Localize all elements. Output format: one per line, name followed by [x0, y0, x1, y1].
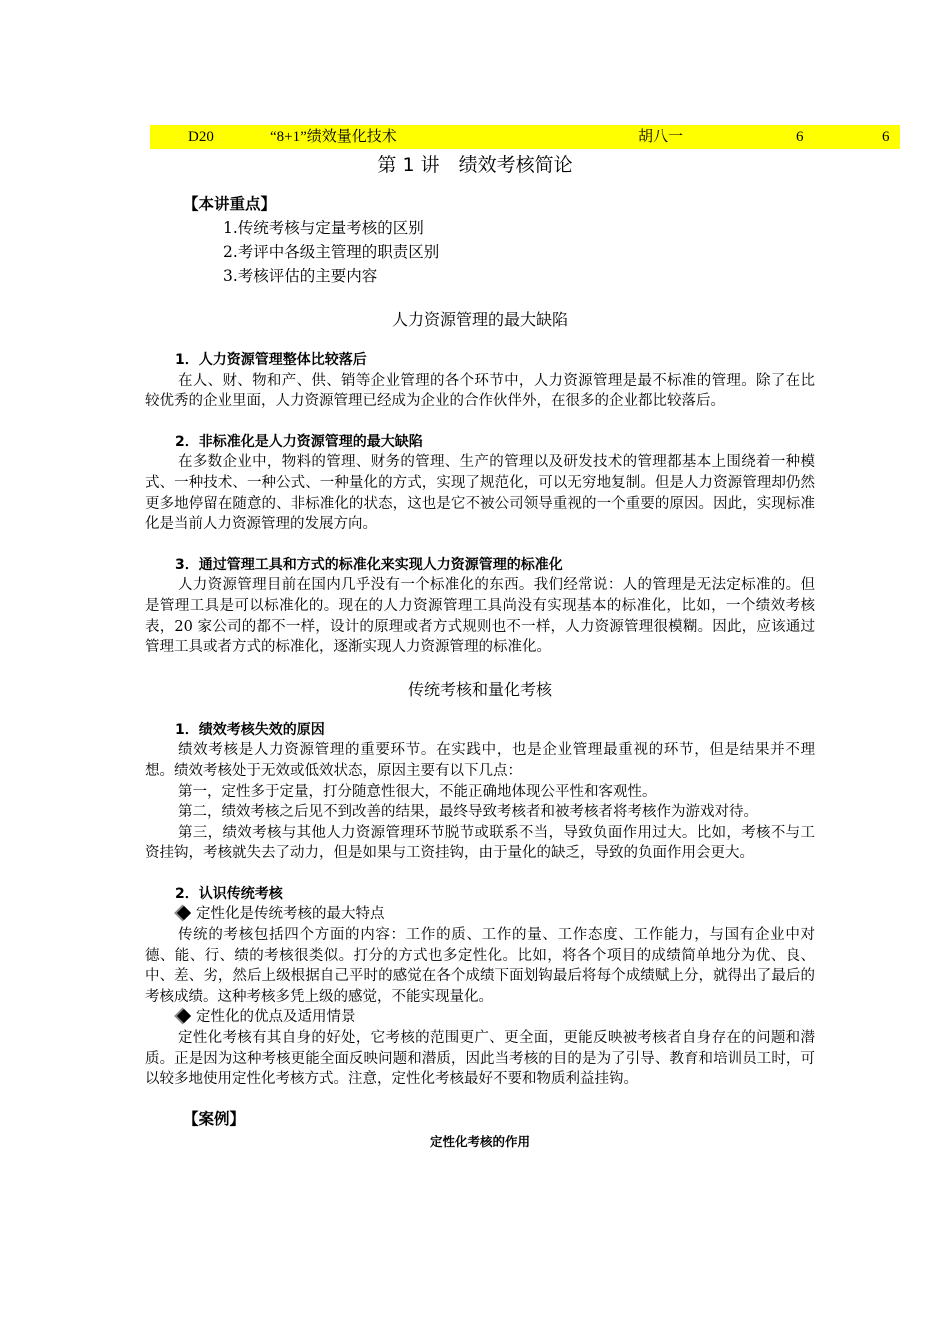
subsection-title: 1．绩效考核失效的原因 — [175, 721, 325, 738]
section-title: 传统考核和量化考核 — [407, 679, 552, 699]
bullet-text: 定性化是传统考核的最大特点 — [196, 906, 385, 923]
bullet-item — [145, 904, 815, 925]
key-point-item: 3.考核评估的主要内容 — [223, 267, 378, 285]
paragraph: 在多数企业中，物料的管理、财务的管理、生产的管理以及研发技术的管理都基本上围绕着一种模式、一种技术、一种公式、一种量化的方式，实现了规范化，可以无穷地复制。但是人力资源管理却仍然更多地停留在随意的、非标准化的状态，这也是它不被公司领导重视的一个重要的原因。因此，实现标准化是当前人力资源管理的发展方向。 — [145, 454, 815, 533]
bullet-item — [145, 1007, 815, 1028]
section-title: 人力资源管理的最大缺陷 — [391, 310, 568, 329]
author-name: 胡八一 — [638, 129, 684, 145]
subsection-title: 1．人力资源管理整体比较落后 — [175, 352, 367, 368]
case-title: 【案例】 — [183, 1109, 246, 1128]
header-bar — [150, 125, 900, 149]
paragraph: 第二，绩效考核之后见不到改善的结果，最终导致考核者和被考核者将考核作为游戏对待。 — [178, 804, 758, 821]
paragraph: 第三，绩效考核与其他人力资源管理环节脱节或联系不当，导致负面作用过大。比如，考核不与工资挂钩，考核就失去了动力，但是如果与工资挂钩，由于量化的缺乏，导致的负面作用会更大。 — [145, 824, 815, 862]
paragraph: 定性化考核有其自身的好处，它考核的范围更广、更全面，更能反映被考核者自身存在的问题和潜质。正是因为这种考核更能全面反映问题和潜质，因此当考核的目的是为了引导、教育和培训员工时，可以较多地使用定性化考核方式。注意，定性化考核最好不要和物质利益挂钩。 — [145, 1030, 815, 1088]
key-point-item: 2.考评中各级主管理的职责区别 — [223, 243, 440, 261]
key-point-item: 1.传统考核与定量考核的区别 — [223, 219, 424, 237]
paragraph: 人力资源管理目前在国内几乎没有一个标准化的东西。我们经常说：人的管理是无法定标准的。但是管理工具是可以标准化的。现在的人力资源管理工具尚没有实现基本的标准化，比如，一个绩效考核表，20 家公司的都不一样，设计的原理或者方式规则也不一样，人力资源管理很模糊。因此，应该通过管理工具或者方式的标准化，逐渐实现人力资源管理的标准化。 — [145, 577, 815, 656]
doc-code: D20 — [188, 129, 214, 145]
subsection-title: 2．认识传统考核 — [175, 885, 283, 902]
subsection-title: 2．非标准化是人力资源管理的最大缺陷 — [175, 433, 423, 450]
subsection-title: 3．通过管理工具和方式的标准化来实现人力资源管理的标准化 — [175, 556, 563, 573]
case-subtitle: 定性化考核的作用 — [429, 1133, 530, 1149]
page-count: 6 — [882, 129, 890, 145]
bullet-text: 定性化的优点及适用情景 — [196, 1009, 356, 1026]
document-body — [145, 192, 815, 1152]
paragraph: 绩效考核是人力资源管理的重要环节。在实践中，也是企业管理最重视的环节，但是结果并不理想。绩效考核处于无效或低效状态，原因主要有以下几点： — [145, 742, 815, 779]
page-number: 6 — [796, 129, 804, 145]
paragraph: 传统的考核包括四个方面的内容：工作的质、工作的量、工作态度、工作能力，与国有企业中对德、能、行、绩的考核很类似。打分的方式也多定性化。比如，将各个项目的成绩简单地分为优、良、中、差、劣，然后上级根据自己平时的感觉在各个成绩下面划钩最后将每个成绩赋上分，就得出了最后的考核成绩。这种考核多凭上级的感觉，不能实现量化。 — [145, 927, 815, 1005]
course-title: “8+1”绩效量化技术 — [270, 129, 397, 145]
lecture-title: 第 1 讲 绩效考核简论 — [377, 154, 573, 176]
paragraph: 在人、财、物和产、供、销等企业管理的各个环节中，人力资源管理是最不标准的管理。除了在比较优秀的企业里面，人力资源管理已经成为企业的合作伙伴外，在很多的企业都比较落后。 — [145, 372, 815, 410]
key-points-title: 【本讲重点】 — [183, 195, 277, 213]
paragraph: 第一，定性多于定量，打分随意性很大，不能正确地体现公平性和客观性。 — [178, 783, 657, 800]
